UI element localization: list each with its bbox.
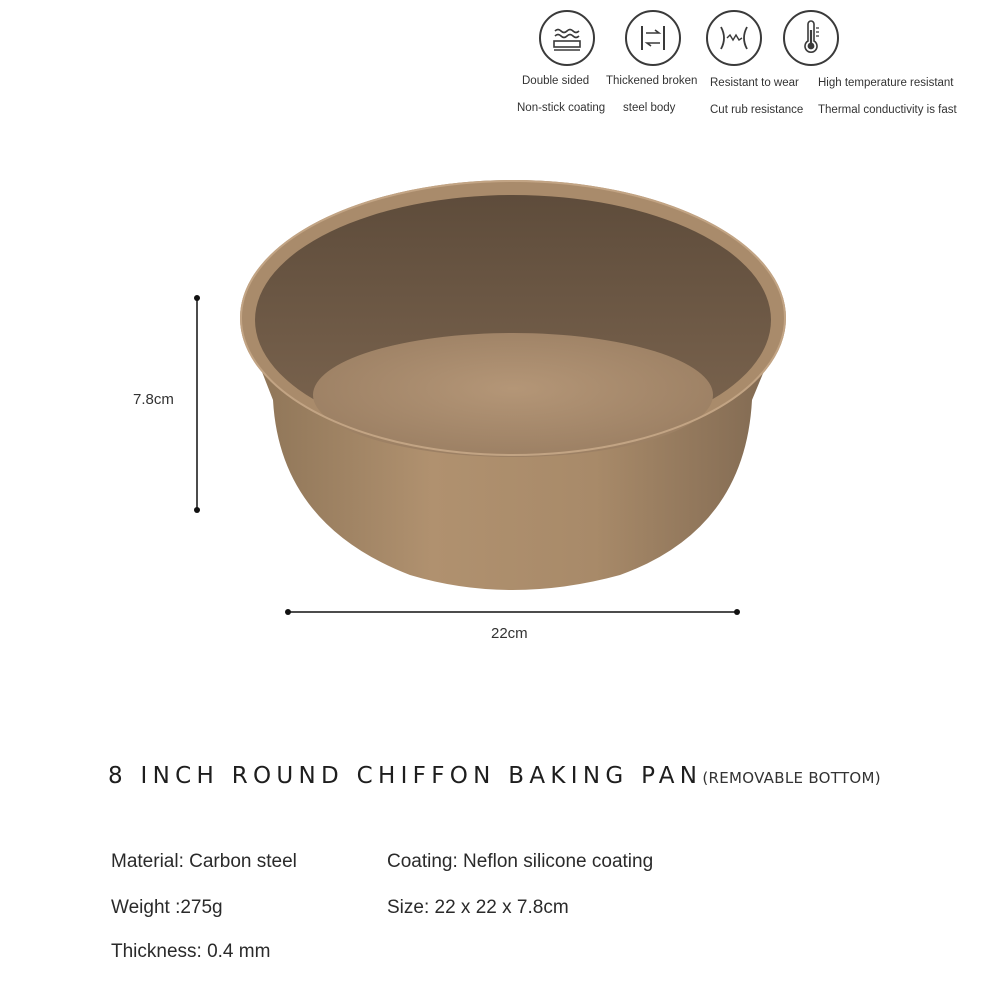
product-title-subtitle: (REMOVABLE BOTTOM) [702, 769, 881, 787]
feature-3-line-2: Cut rub resistance [710, 104, 804, 116]
spec-material: Material: Carbon steel [111, 851, 297, 872]
product-title [108, 763, 881, 789]
spec-weight: Weight :275g [111, 897, 223, 918]
feature-1-line-2: Non-stick coating [517, 102, 606, 114]
feature-2-line-2: steel body [623, 102, 676, 114]
feature-1-line-1: Double sided [522, 75, 590, 87]
diameter-dimension-line [285, 609, 740, 615]
height-dimension-line [194, 295, 200, 513]
spec-size: Size: 22 x 22 x 7.8cm [387, 897, 569, 918]
height-label: 7.8cm [133, 391, 174, 408]
product-title-main: 8 INCH ROUND CHIFFON BAKING PAN [108, 763, 703, 789]
spec-coating: Coating: Neflon silicone coating [387, 851, 654, 872]
feature-2-line-1: Thickened broken [606, 75, 698, 87]
diameter-label: 22cm [491, 625, 528, 642]
baking-pan-image [240, 180, 786, 590]
spec-thickness: Thickness: 0.4 mm [111, 941, 271, 962]
feature-3-line-1: Resistant to wear [710, 77, 799, 89]
feature-4-line-2: Thermal conductivity is fast [818, 104, 957, 116]
feature-4-line-1: High temperature resistant [818, 77, 954, 89]
